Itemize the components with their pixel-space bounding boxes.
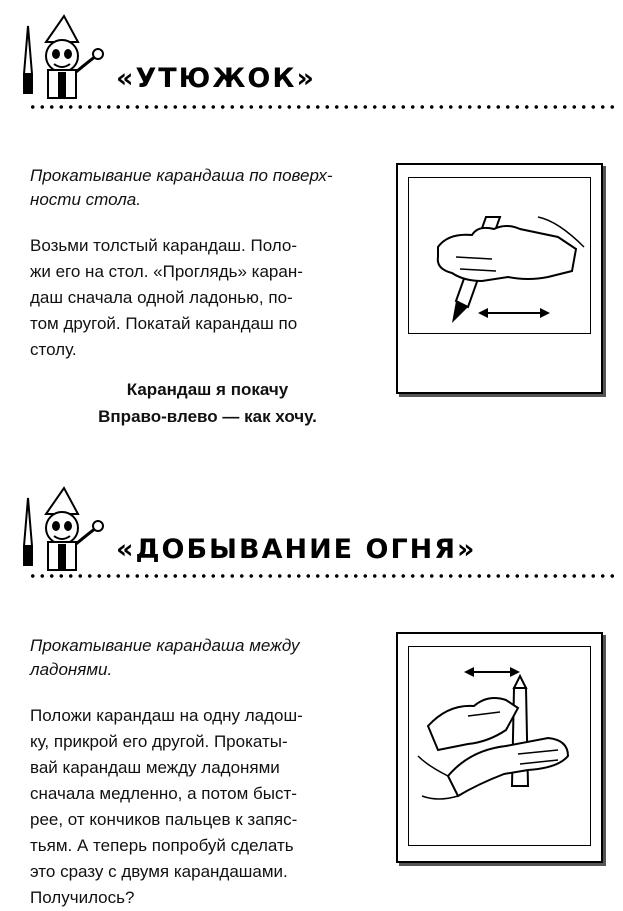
exercise-subtitle <box>30 634 390 682</box>
illustration-frame <box>396 163 603 394</box>
hands-rolling-pencil-icon <box>408 646 591 846</box>
instruction-line: жи его на стол. «Проглядь» каран- <box>30 262 303 281</box>
instruction-line: тьям. А теперь попробуй сделать <box>30 836 294 855</box>
instruction-line: вай карандаш между ладонями <box>30 758 280 777</box>
exercise-verse <box>30 376 385 430</box>
exercise-instructions <box>30 233 385 363</box>
section-title: «ДОБЫВАНИЕ ОГНЯ» <box>116 534 477 565</box>
instruction-line: том другой. Покатай карандаш по <box>30 314 298 333</box>
instruction-line: Положи карандаш на одну ладош- <box>30 706 303 725</box>
hands-rolling-pencil-icon <box>408 177 591 334</box>
illustration-frame <box>396 632 603 863</box>
instruction-line: столу. <box>30 340 77 359</box>
section-title: «УТЮЖОК» <box>116 63 316 94</box>
pencil-mascot-icon <box>14 484 106 574</box>
instruction-line: Возьми толстый карандаш. Поло- <box>30 236 298 255</box>
verse-line: Карандаш я покачу <box>126 380 289 399</box>
subtitle-line: ности стола. <box>30 190 141 209</box>
exercise-instructions <box>30 703 385 911</box>
subtitle-line: ладонями. <box>30 660 113 679</box>
dotted-divider <box>28 104 614 110</box>
subtitle-line: Прокатывание карандаша по поверх- <box>30 166 333 185</box>
dotted-divider <box>28 573 614 579</box>
pencil-mascot-icon <box>14 12 106 102</box>
instruction-line: это сразу с двумя карандашами. <box>30 862 288 881</box>
verse-line: Вправо-влево — как хочу. <box>98 407 317 426</box>
instruction-line: ку, прикрой его другой. Прокаты- <box>30 732 288 751</box>
subtitle-line: Прокатывание карандаша между <box>30 636 300 655</box>
instruction-line: рее, от кончиков пальцев к запяс- <box>30 810 298 829</box>
exercise-subtitle <box>30 164 390 212</box>
instruction-line: сначала медленно, а потом быст- <box>30 784 297 803</box>
instruction-line: даш сначала одной ладонью, по- <box>30 288 293 307</box>
instruction-line: Получилось? <box>30 888 135 907</box>
